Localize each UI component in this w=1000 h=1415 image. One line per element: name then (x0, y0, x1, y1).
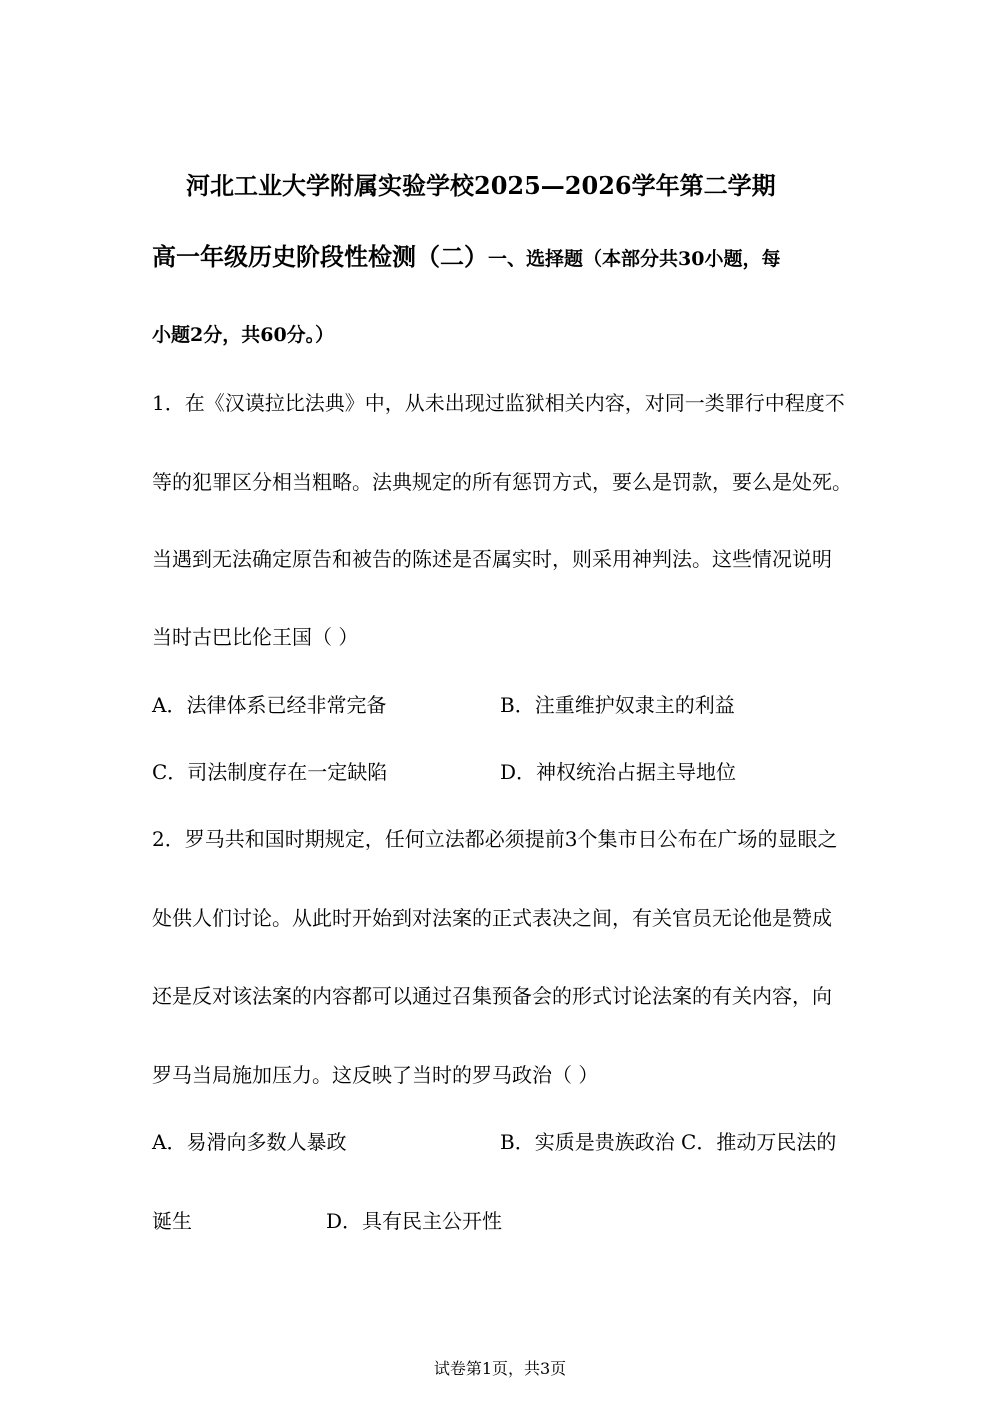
q1-stem-line2: 等的犯罪区分相当粗略。法典规定的所有惩罚方式，要么是罚款，要么是处死。 (152, 470, 852, 494)
q1-stem-line4: 当时古巴比伦王国（ ） (152, 625, 359, 649)
q1-stem-line1: 1．在《汉谟拉比法典》中，从未出现过监狱相关内容，对同一类罪行中程度不 (152, 391, 845, 415)
section-heading-cont: 小题2分，共60分。） (152, 324, 335, 346)
q2-stem-line4: 罗马当局施加压力。这反映了当时的罗马政治（ ） (152, 1063, 599, 1087)
q2-stem-line3: 还是反对该法案的内容都可以通过召集预备会的形式讨论法案的有关内容，向 (152, 984, 832, 1008)
q2-option-c-cont: 诞生 (152, 1209, 192, 1233)
page-footer: 试卷第1页，共3页 (433, 1359, 567, 1378)
q1-option-a: A．法律体系已经非常完备 (152, 693, 387, 717)
q1-option-b: B．注重维护奴隶主的利益 (500, 693, 735, 717)
exam-title-line2: 高一年级历史阶段性检测（二） (152, 242, 488, 271)
q2-option-b-c: B．实质是贵族政治 C．推动万民法的 (500, 1130, 837, 1154)
title-line2-row (152, 241, 780, 273)
q1-option-d: D．神权统治占据主导地位 (500, 760, 737, 784)
q2-option-d: D．具有民主公开性 (326, 1209, 503, 1233)
q2-stem-line1: 2．罗马共和国时期规定，任何立法都必须提前3个集市日公布在广场的显眼之 (152, 827, 838, 851)
section-heading: 一、选择题（本部分共30小题，每 (488, 248, 781, 270)
q2-option-a: A．易滑向多数人暴政 (152, 1130, 347, 1154)
q2-stem-line2: 处供人们讨论。从此时开始到对法案的正式表决之间，有关官员无论他是赞成 (152, 906, 832, 930)
q1-stem-line3: 当遇到无法确定原告和被告的陈述是否属实时，则采用神判法。这些情况说明 (152, 547, 832, 571)
exam-title-line1: 河北工业大学附属实验学校2025—2026学年第二学期 (186, 171, 776, 200)
q1-option-c: C．司法制度存在一定缺陷 (152, 760, 388, 784)
